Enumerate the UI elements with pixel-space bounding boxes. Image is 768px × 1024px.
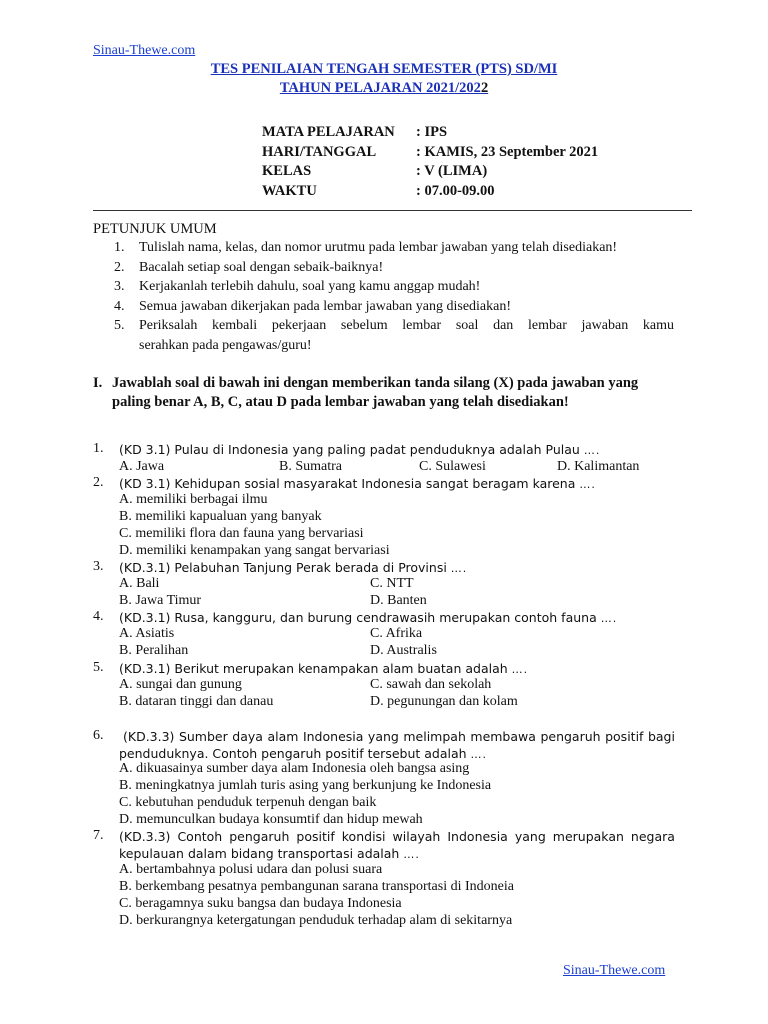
word: kamu <box>642 318 674 333</box>
option[interactable]: B. memiliki kapualuan yang banyak <box>119 509 322 524</box>
option[interactable]: A. Asiatis <box>119 626 175 641</box>
option[interactable]: A. bertambahnya polusi udara dan polusi suara <box>119 862 383 877</box>
word: pekerjaan <box>271 318 327 333</box>
academic-year-tail: 2 <box>480 80 489 96</box>
word: pengaruh <box>540 729 601 744</box>
question-number: 5. <box>93 660 104 675</box>
question-stem <box>119 476 596 491</box>
option[interactable]: A. Bali <box>119 576 160 591</box>
meta-value-date: : KAMIS, 23 September 2021 <box>416 144 599 160</box>
option[interactable]: A. Jawa <box>119 459 165 474</box>
ellipsis: …. <box>450 562 468 575</box>
word: Contoh <box>177 829 223 844</box>
word: negara <box>630 829 675 844</box>
question-number: 7. <box>93 828 104 843</box>
word: Sumber <box>178 729 228 744</box>
word: jawaban <box>581 318 629 333</box>
instruction-text-line1 <box>139 318 674 334</box>
academic-year-title <box>0 80 768 97</box>
word: Indonesia <box>447 829 508 844</box>
word: dan <box>493 318 514 333</box>
option[interactable]: D. memunculkan budaya konsumtif dan hidup mewah <box>119 812 423 827</box>
option[interactable]: D. memiliki kenampakan yang sangat bervariasi <box>119 543 390 558</box>
word: pengaruh <box>229 829 290 844</box>
word: lembar <box>402 318 442 333</box>
instruction-num: 5. <box>114 318 125 333</box>
word: Indonesia <box>302 729 364 744</box>
option[interactable]: A. sungai dan gunung <box>119 677 242 692</box>
question-stem <box>119 442 600 457</box>
word: wilayah <box>392 829 441 844</box>
question-text: (KD 3.1) Kehidupan sosial masyarakat Indonesia sangat beragam karena <box>119 476 576 491</box>
meta-value-time: : 07.00-09.00 <box>416 183 495 199</box>
instruction-text: Tulislah nama, kelas, dan nomor urutmu pada lembar jawaban yang telah disediakan! <box>139 240 618 255</box>
section-instruction-line1: Jawablah soal di bawah ini dengan memberikan tanda silang (X) pada jawaban yang <box>112 375 639 391</box>
question-text: (KD.3.1) Rusa, kangguru, dan burung cendrawasih merupakan contoh fauna <box>119 610 597 625</box>
word: membawa <box>470 729 536 744</box>
option[interactable]: B. meningkatnya jumlah turis asing yang berkunjung ke Indonesia <box>119 778 492 793</box>
exam-title: TES PENILAIAN TENGAH SEMESTER (PTS) SD/MI <box>210 61 558 77</box>
instruction-text: Semua jawaban dikerjakan pada lembar jawaban yang disediakan! <box>139 299 512 314</box>
site-link-top[interactable]: Sinau-Thewe.com <box>93 43 196 58</box>
option[interactable]: A. dikuasainya sumber daya alam Indonesia oleh bangsa asing <box>119 761 470 776</box>
ellipsis: …. <box>600 612 618 625</box>
question-text: penduduknya. Contoh pengaruh positif tersebut adalah <box>119 746 467 761</box>
option[interactable]: C. beragamnya suku bangsa dan budaya Indonesia <box>119 896 402 911</box>
academic-year-main: TAHUN PELAJARAN 2021/202 <box>279 80 481 96</box>
ellipsis: …. <box>583 444 601 457</box>
question-stem <box>119 560 467 575</box>
question-number: 3. <box>93 559 104 574</box>
word: (KD.3.3) <box>123 729 175 744</box>
option[interactable]: B. dataran tinggi dan danau <box>119 694 274 709</box>
ellipsis: …. <box>579 478 596 491</box>
question-number: 2. <box>93 475 104 490</box>
question-text: kepulauan dalam bidang transportasi adalah <box>119 846 400 861</box>
question-number: 4. <box>93 609 104 624</box>
option[interactable]: C. memiliki flora dan fauna yang bervariasi <box>119 526 364 541</box>
option[interactable]: D. pegunungan dan kolam <box>370 694 518 709</box>
instruction-text: Kerjakanlah terlebih dahulu, soal yang kamu anggap mudah! <box>139 279 481 294</box>
word: Periksalah <box>139 318 198 333</box>
option[interactable]: C. NTT <box>370 576 414 591</box>
instruction-num: 1. <box>114 240 125 255</box>
option[interactable]: D. berkurangnya ketergatungan penduduk terhadap alam di sekitarnya <box>119 913 513 928</box>
ellipsis: …. <box>511 663 529 676</box>
word: bagi <box>647 729 675 744</box>
option[interactable]: B. Jawa Timur <box>119 593 202 608</box>
question-text: (KD.3.1) Pelabuhan Tanjung Perak berada di Provinsi <box>119 560 447 575</box>
option[interactable]: D. Banten <box>370 593 427 608</box>
option[interactable]: C. sawah dan sekolah <box>370 677 492 692</box>
word: melimpah <box>403 729 466 744</box>
meta-value-class: : V (LIMA) <box>416 163 488 179</box>
option[interactable]: B. berkembang pesatnya pembangunan sarana transportasi di Indoneia <box>119 879 514 894</box>
word: soal <box>455 318 479 333</box>
word: alam <box>267 729 299 744</box>
option[interactable]: C. Afrika <box>370 626 423 641</box>
word: yang <box>367 729 399 744</box>
word: lembar <box>527 318 567 333</box>
option[interactable]: A. memiliki berbagai ilmu <box>119 492 268 507</box>
question-text: (KD 3.1) Pulau di Indonesia yang paling padat penduduknya adalah Pulau <box>119 442 580 457</box>
meta-value-subject: : IPS <box>416 124 448 140</box>
question-stem <box>119 610 617 625</box>
word: (KD.3.3) <box>119 829 171 844</box>
instruction-text-line2: serahkan pada pengawas/guru! <box>139 338 312 353</box>
section-instruction-line2: paling benar A, B, C, atau D pada lembar jawaban yang telah disediakan! <box>112 394 569 410</box>
word: yang <box>514 829 546 844</box>
instruction-num: 3. <box>114 279 125 294</box>
question-number: 1. <box>93 441 104 456</box>
header-divider <box>93 210 692 211</box>
word: kembali <box>212 318 258 333</box>
question-stem <box>119 661 528 676</box>
section-number: I. <box>93 375 103 391</box>
option[interactable]: C. kebutuhan penduduk terpenuh dengan baik <box>119 795 377 810</box>
question-stem-line1 <box>123 729 675 744</box>
instruction-text: Bacalah setiap soal dengan sebaik-baiknya! <box>139 260 384 275</box>
instructions-heading: PETUNJUK UMUM <box>93 221 217 237</box>
option[interactable]: B. Sumatra <box>279 459 342 474</box>
word: daya <box>232 729 263 744</box>
option[interactable]: C. Sulawesi <box>419 459 486 474</box>
meta-label-time: WAKTU <box>262 183 317 199</box>
word: merupakan <box>552 829 624 844</box>
meta-label-class: KELAS <box>262 163 312 179</box>
instruction-num: 2. <box>114 260 125 275</box>
instruction-num: 4. <box>114 299 125 314</box>
question-stem-line2 <box>119 846 420 861</box>
question-number: 6. <box>93 728 104 743</box>
ellipsis: …. <box>403 848 420 861</box>
meta-label-date: HARI/TANGGAL <box>262 144 377 160</box>
word: sebelum <box>340 318 388 333</box>
site-link-bottom[interactable]: Sinau-Thewe.com <box>563 963 666 978</box>
option[interactable]: B. Peralihan <box>119 643 189 658</box>
word: positif <box>605 729 644 744</box>
question-stem-line2 <box>119 746 487 761</box>
word: positif <box>296 829 335 844</box>
question-stem-line1 <box>119 829 675 844</box>
option[interactable]: D. Kalimantan <box>557 459 640 474</box>
meta-label-subject: MATA PELAJARAN <box>262 124 395 140</box>
word: kondisi <box>341 829 386 844</box>
option[interactable]: D. Australis <box>370 643 437 658</box>
question-text: (KD.3.1) Berikut merupakan kenampakan alam buatan adalah <box>119 661 508 676</box>
ellipsis: …. <box>470 748 488 761</box>
